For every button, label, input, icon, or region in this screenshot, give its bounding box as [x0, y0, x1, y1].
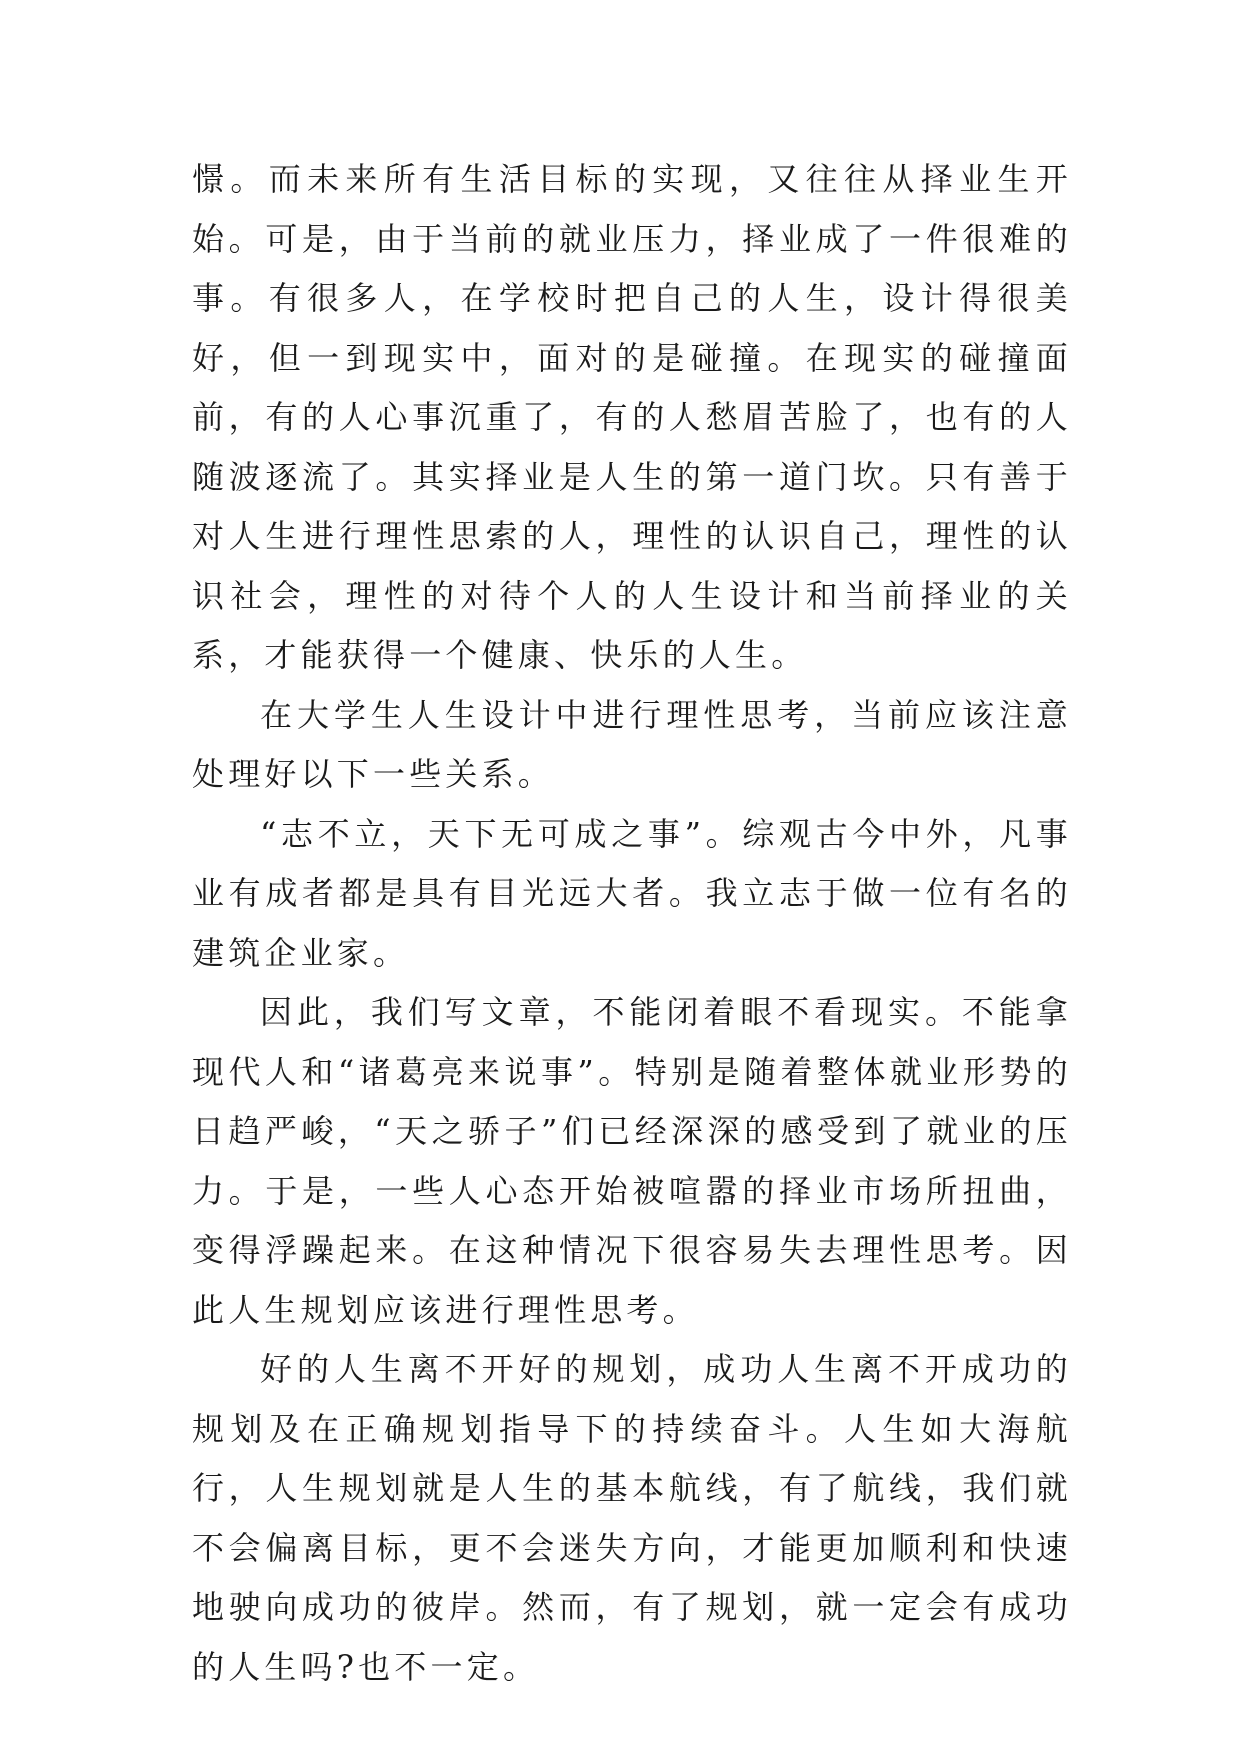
paragraph-planning: 好的人生离不开好的规划，成功人生离不开成功的规划及在正确规划指导下的持续奋斗。人生如大海航行，人生规划就是人生的基本航线，有了航线，我们就不会偏离目标，更不会迷失方向，才能更加顺利和快速地驶向成功的彼岸。然而，有了规划，就一定会有成功的人生吗?也不一定。	[192, 1350, 1072, 1686]
paragraph-ambition-quote: “志不立，天下无可成之事”。综观古今中外，凡事业有成者都是具有目光远大者。我立志于做一位有名的建筑企业家。	[192, 814, 1072, 972]
paragraph-rational-thinking: 在大学生人生设计中进行理性思考，当前应该注意处理好以下一些关系。	[192, 695, 1072, 793]
paragraph-reality: 因此，我们写文章，不能闭着眼不看现实。不能拿现代人和“诸葛亮来说事”。特别是随着整体就业形势的日趋严峻，“天之骄子”们已经深深的感受到了就业的压力。于是，一些人心态开始被喧嚣的择业市场所扭曲，变得浮躁起来。在这种情况下很容易失去理性思考。因此人生规划应该进行理性思考。	[192, 993, 1072, 1329]
paragraph-continuation: 憬。而未来所有生活目标的实现，又往往从择业生开始。可是，由于当前的就业压力，择业成了一件很难的事。有很多人，在学校时把自己的人生，设计得很美好，但一到现实中，面对的是碰撞。在现实的碰撞面前，有的人心事沉重了，有的人愁眉苦脸了，也有的人随波逐流了。其实择业是人生的第一道门坎。只有善于对人生进行理性思索的人，理性的认识自己，理性的认识社会，理性的对待个人的人生设计和当前择业的关系，才能获得一个健康、快乐的人生。	[192, 160, 1072, 674]
document-body	[192, 150, 1072, 1697]
